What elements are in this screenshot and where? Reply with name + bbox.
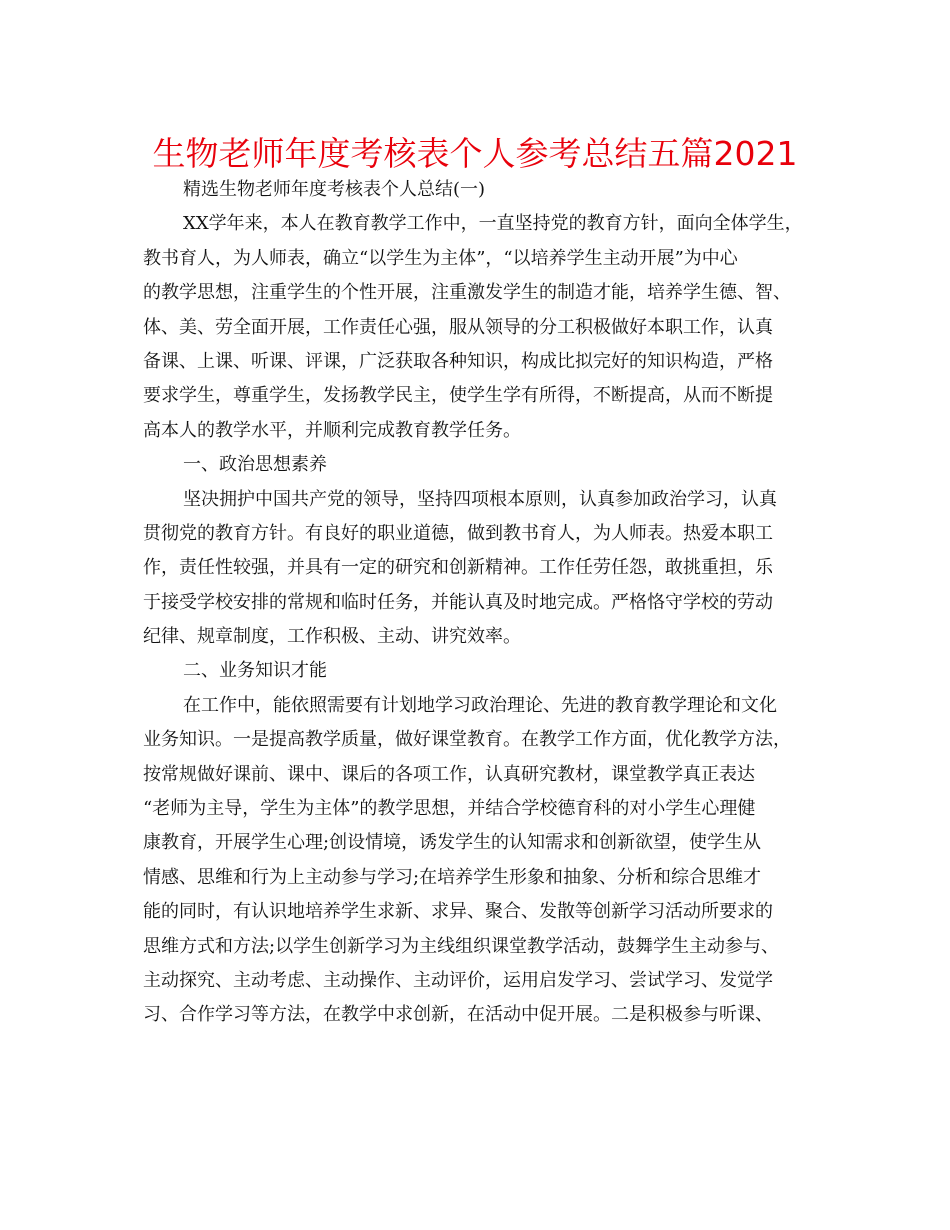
text-line: 备课、上课、听课、评课，广泛获取各种知识，构成比拟完好的知识构造，严格 [143, 350, 773, 372]
text-line: 贯彻党的教育方针。有良好的职业道德，做到教书育人，为人师表。热爱本职工 [143, 522, 773, 544]
text-line: “老师为主导，学生为主体”的教学思想，并结合学校德育科的对小学生心理健 [143, 798, 756, 820]
text-line: 业务知识。一是提高教学质量，做好课堂教育。在教学工作方面，优化教学方法， [143, 729, 791, 751]
text-line: 情感、思维和行为上主动参与学习;在培养学生形象和抽象、分析和综合思维才 [143, 866, 762, 888]
text-line: 精选生物老师年度考核表个人总结(一) [183, 179, 486, 200]
text-line: XX学年来，本人在教育教学工作中，一直坚持党的教育方针，面向全体学生， [183, 213, 803, 235]
text-line: 纪律、规章制度，工作积极、主动、讲究效率。 [143, 626, 521, 648]
text-line: 思维方式和方法;以学生创新学习为主线组织课堂教学活动，鼓舞学生主动参与、 [143, 935, 780, 957]
document-title: 生物老师年度考核表个人参考总结五篇2021 [152, 134, 798, 173]
text-line: 在工作中，能依照需要有计划地学习政治理论、先进的教育教学理论和文化 [183, 694, 777, 716]
text-line: 坚决拥护中国共产党的领导，坚持四项根本原则，认真参加政治学习，认真 [183, 488, 777, 510]
text-line: 习、合作学习等方法，在教学中求创新，在活动中促开展。二是积极参与听课、 [143, 1004, 773, 1026]
text-line: 能的同时，有认识地培养学生求新、求异、聚合、发散等创新学习活动所要求的 [143, 901, 773, 923]
text-line: 体、美、劳全面开展，工作责任心强，服从领导的分工积极做好本职工作，认真 [143, 316, 773, 338]
text-line: 教书育人，为人师表，确立“以学生为主体”，“以培养学生主动开展”为中心 [143, 247, 738, 269]
document-body [143, 173, 808, 1033]
text-line: 作，责任性较强，并具有一定的研究和创新精神。工作任劳任怨，敢挑重担，乐 [143, 557, 773, 579]
text-line: 一、政治思想素养 [183, 454, 327, 476]
text-line: 于接受学校安排的常规和临时任务，并能认真及时地完成。严格恪守学校的劳动 [143, 591, 773, 613]
text-line: 要求学生，尊重学生，发扬教学民主，使学生学有所得，不断提高，从而不断提 [143, 385, 773, 407]
text-line: 的教学思想，注重学生的个性开展，注重激发学生的制造才能，培养学生德、智、 [143, 282, 791, 304]
text-line: 二、业务知识才能 [183, 660, 327, 682]
text-line: 康教育，开展学生心理;创设情境，诱发学生的认知需求和创新欲望，使学生从 [143, 832, 762, 854]
text-line: 高本人的教学水平，并顺利完成教育教学任务。 [143, 419, 521, 441]
text-line: 按常规做好课前、课中、课后的各项工作，认真研究教材，课堂教学真正表达 [143, 763, 755, 785]
text-line: 主动探究、主动考虑、主动操作、主动评价，运用启发学习、尝试学习、发觉学 [143, 969, 773, 991]
